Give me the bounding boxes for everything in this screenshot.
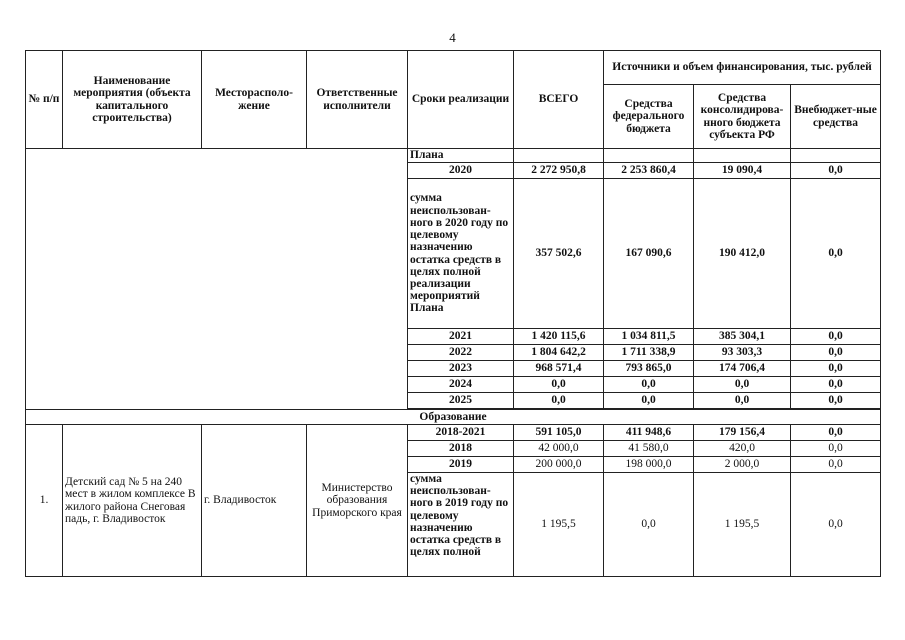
extra-cell: 0,0: [791, 361, 881, 377]
federal-cell: 41 580,0: [604, 441, 694, 457]
financing-table: [25, 50, 881, 577]
extra-cell: 0,0: [791, 457, 881, 473]
header-location: Месторасполо-жение: [202, 51, 307, 149]
total-cell: 42 000,0: [514, 441, 604, 457]
header-name: Наименование мероприятия (объекта капитального строительства): [63, 51, 202, 149]
regional-cell: 385 304,1: [694, 329, 791, 345]
extra-cell: 0,0: [791, 377, 881, 393]
extra-cell: 0,0: [791, 163, 881, 179]
header-total: ВСЕГО: [514, 51, 604, 149]
item-name: Детский сад № 5 на 240 мест в жилом комплексе В жилого района Снеговая падь, г. Владивосток: [63, 425, 202, 577]
header-num: № п/п: [26, 51, 63, 149]
education-row-total: [26, 425, 881, 441]
header-terms: Сроки реализации: [408, 51, 514, 149]
federal-cell: 0,0: [604, 393, 694, 409]
regional-cell: 190 412,0: [694, 179, 791, 329]
federal-cell: 0,0: [604, 473, 694, 577]
term-cell: 2019: [408, 457, 514, 473]
federal-cell: 1 034 811,5: [604, 329, 694, 345]
term-cell: 2020: [408, 163, 514, 179]
term-cell: 2024: [408, 377, 514, 393]
empty-cell: [791, 149, 881, 163]
empty-cell: [694, 149, 791, 163]
term-cell: 2022: [408, 345, 514, 361]
total-cell: 1 804 642,2: [514, 345, 604, 361]
regional-cell: 0,0: [694, 393, 791, 409]
header-regional: Средства консолидирова-нного бюджета субъекта РФ: [694, 85, 791, 149]
total-cell: 0,0: [514, 393, 604, 409]
regional-cell: 2 000,0: [694, 457, 791, 473]
header-sources: Источники и объем финансирования, тыс. рублей: [604, 51, 881, 85]
header-row-1: [26, 51, 881, 85]
term-cell: 2018: [408, 441, 514, 457]
federal-cell: 2 253 860,4: [604, 163, 694, 179]
extra-cell: 0,0: [791, 425, 881, 441]
empty-cell: [604, 149, 694, 163]
extra-cell: 0,0: [791, 345, 881, 361]
total-cell: 591 105,0: [514, 425, 604, 441]
extra-cell: 0,0: [791, 329, 881, 345]
term-cell: 2021: [408, 329, 514, 345]
federal-cell: 1 711 338,9: [604, 345, 694, 361]
item-location: г. Владивосток: [202, 425, 307, 577]
total-cell: 200 000,0: [514, 457, 604, 473]
term-cell: 2018-2021: [408, 425, 514, 441]
total-cell: 357 502,6: [514, 179, 604, 329]
federal-cell: 0,0: [604, 377, 694, 393]
education-label-row: [26, 410, 881, 425]
extra-cell: 0,0: [791, 473, 881, 577]
header-federal: Средства федерального бюджета: [604, 85, 694, 149]
federal-cell: 793 865,0: [604, 361, 694, 377]
total-cell: 968 571,4: [514, 361, 604, 377]
term-cell: 2025: [408, 393, 514, 409]
page-number: 4: [449, 30, 456, 45]
term-cell: сумма неиспользован-ного в 2019 году по целевому назначению остатка средств в целях полной: [408, 473, 514, 577]
federal-cell: 198 000,0: [604, 457, 694, 473]
regional-cell: 179 156,4: [694, 425, 791, 441]
extra-cell: 0,0: [791, 393, 881, 409]
plan-blank-cell: [26, 149, 408, 410]
regional-cell: 19 090,4: [694, 163, 791, 179]
total-cell: 1 420 115,6: [514, 329, 604, 345]
regional-cell: 93 303,3: [694, 345, 791, 361]
term-cell: 2023: [408, 361, 514, 377]
regional-cell: 0,0: [694, 377, 791, 393]
regional-cell: 1 195,5: [694, 473, 791, 577]
federal-cell: 411 948,6: [604, 425, 694, 441]
plan-label-row: [26, 149, 881, 163]
extra-cell: 0,0: [791, 179, 881, 329]
header-executors: Ответственные исполнители: [307, 51, 408, 149]
total-cell: 1 195,5: [514, 473, 604, 577]
extra-cell: 0,0: [791, 441, 881, 457]
total-cell: 0,0: [514, 377, 604, 393]
term-cell: сумма неиспользован-ного в 2020 году по целевому назначению остатка средств в целях полной реализации мероприятий Плана: [408, 179, 514, 329]
empty-cell: [514, 149, 604, 163]
education-section-title: Образование: [26, 410, 881, 425]
regional-cell: 420,0: [694, 441, 791, 457]
header-extra: Внебюджет-ные средства: [791, 85, 881, 149]
plan-label: Плана: [408, 149, 514, 163]
regional-cell: 174 706,4: [694, 361, 791, 377]
total-cell: 2 272 950,8: [514, 163, 604, 179]
item-executor: Министерство образования Приморского края: [307, 425, 408, 577]
federal-cell: 167 090,6: [604, 179, 694, 329]
item-number: 1.: [26, 425, 63, 577]
